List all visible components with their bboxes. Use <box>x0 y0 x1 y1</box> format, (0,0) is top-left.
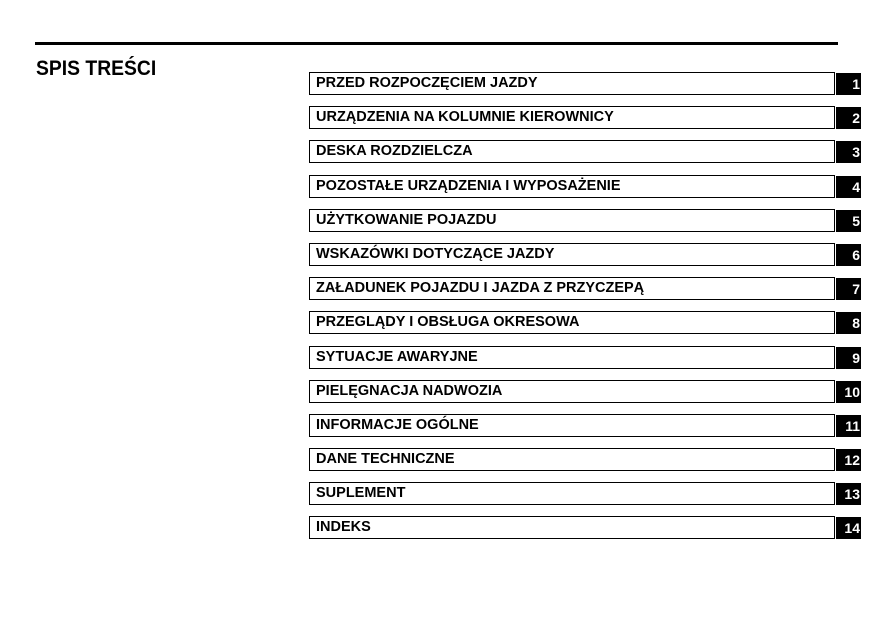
toc-entry-label: UŻYTKOWANIE POJAZDU <box>316 211 497 228</box>
toc-entry-label: PIELĘGNACJA NADWOZIA <box>316 382 503 399</box>
toc-entry[interactable] <box>309 346 862 369</box>
toc-entry-number: 3 <box>836 141 861 163</box>
toc-entry[interactable] <box>309 140 862 163</box>
toc-entry[interactable] <box>309 414 862 437</box>
toc-entry-number: 11 <box>836 415 861 437</box>
toc-entry-number: 5 <box>836 210 861 232</box>
toc-entry-box <box>309 516 835 539</box>
toc-entry[interactable] <box>309 380 862 403</box>
toc-entry-number: 13 <box>836 483 861 505</box>
toc-entry-label: DANE TECHNICZNE <box>316 451 455 468</box>
top-rule <box>35 42 838 45</box>
toc-entry[interactable] <box>309 516 862 539</box>
toc-entry-label: INDEKS <box>316 519 371 536</box>
toc-entry-number: 9 <box>836 347 861 369</box>
page-title: SPIS TREŚCI <box>36 57 157 80</box>
toc-entry-number: 4 <box>836 176 861 198</box>
toc-entry[interactable] <box>309 72 862 95</box>
table-of-contents <box>309 72 862 551</box>
toc-entry-number: 6 <box>836 244 861 266</box>
toc-entry-number: 12 <box>836 449 861 471</box>
toc-entry[interactable] <box>309 448 862 471</box>
toc-entry-label: SYTUACJE AWARYJNE <box>316 348 478 365</box>
toc-entry-label: ZAŁADUNEK POJAZDU I JAZDA Z PRZYCZEPĄ <box>316 280 645 297</box>
toc-entry-number: 8 <box>836 312 861 334</box>
toc-entry-number: 10 <box>836 381 861 403</box>
toc-entry[interactable] <box>309 106 862 129</box>
toc-entry-number: 14 <box>836 517 861 539</box>
toc-entry-label: DESKA ROZDZIELCZA <box>316 143 473 160</box>
toc-entry-label: INFORMACJE OGÓLNE <box>316 416 479 433</box>
toc-entry[interactable] <box>309 209 862 232</box>
toc-entry-number: 1 <box>836 73 861 95</box>
toc-entry-label: SUPLEMENT <box>316 485 406 502</box>
toc-entry-label: URZĄDZENIA NA KOLUMNIE KIEROWNICY <box>316 109 614 126</box>
toc-entry-label: PRZED ROZPOCZĘCIEM JAZDY <box>316 75 538 91</box>
toc-entry-label: PRZEGLĄDY I OBSŁUGA OKRESOWA <box>316 314 580 331</box>
toc-entry[interactable] <box>309 277 862 300</box>
toc-entry-number: 2 <box>836 107 861 129</box>
toc-entry[interactable] <box>309 243 862 266</box>
toc-entry[interactable] <box>309 311 862 334</box>
toc-entry[interactable] <box>309 482 862 505</box>
toc-entry-label: WSKAZÓWKI DOTYCZĄCE JAZDY <box>316 245 555 262</box>
toc-entry[interactable] <box>309 175 862 198</box>
toc-entry-label: POZOSTAŁE URZĄDZENIA I WYPOSAŻENIE <box>316 177 621 194</box>
toc-entry-number: 7 <box>836 278 861 300</box>
